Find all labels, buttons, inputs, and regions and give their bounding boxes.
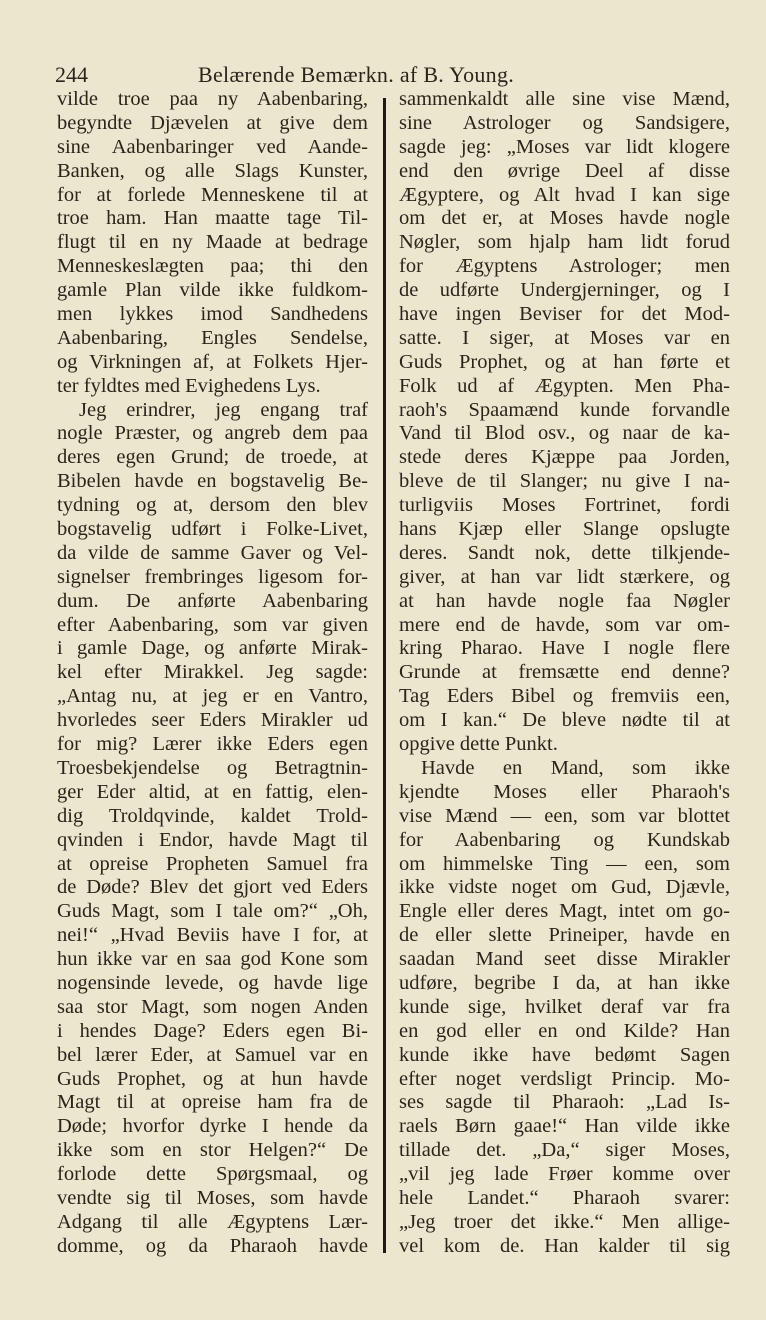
text-line: Aabenbaring, Engles Sendelse, <box>57 326 368 349</box>
text-line: om I kan.“ De bleve nødte til at <box>399 709 730 732</box>
text-line: ses sagde til Pharaoh: „Lad Is- <box>399 1091 730 1114</box>
text-line: hele Landet.“ Pharaoh svarer: <box>399 1186 730 1209</box>
text-line: for at forlede Menneskene til at <box>57 183 368 206</box>
text-line: Vand til Blod osv., og naar de ka- <box>399 422 730 445</box>
text-line: „Antag nu, at jeg er en Vantro, <box>57 685 368 708</box>
text-line: en god eller en ond Kilde? Han <box>399 1019 730 1042</box>
text-line: Nøgler, som hjalp ham lidt forud <box>399 231 730 254</box>
text-line: at opreise Propheten Samuel fra <box>57 852 368 875</box>
text-line: Grunde at fremsætte end denne? <box>399 661 730 684</box>
text-line: Magt til at opreise ham fra de <box>57 1091 368 1114</box>
text-line: da vilde de samme Gaver og Vel- <box>57 541 368 564</box>
text-line: sine Astrologer og Sandsigere, <box>399 111 730 134</box>
text-line: i gamle Dage, og anførte Mirak- <box>57 637 368 660</box>
column-divider <box>383 98 386 1253</box>
text-line: saa stor Magt, som nogen Anden <box>57 995 368 1018</box>
text-line: de eller slette Prineiper, havde en <box>399 924 730 947</box>
text-line: for Aabenbaring og Kundskab <box>399 828 730 851</box>
text-line: kjendte Moses eller Pharaoh's <box>399 780 730 803</box>
left-text-column <box>57 88 368 1259</box>
text-line: ikke vidste noget om Gud, Djævle, <box>399 876 730 899</box>
text-line: nei!“ „Hvad Beviis have I for, at <box>57 924 368 947</box>
text-line: Tag Eders Bibel og fremviis een, <box>399 685 730 708</box>
text-line: dum. De anførte Aabenbaring <box>57 589 368 612</box>
text-line: efter Aabenbaring, som var given <box>57 613 368 636</box>
text-line: vise Mænd — een, som var blottet <box>399 804 730 827</box>
text-line: Døde; hvorfor dyrke I hende da <box>57 1115 368 1138</box>
text-line: begyndte Djævelen at give dem <box>57 111 368 134</box>
text-line: flugt til en ny Maade at bedrage <box>57 231 368 254</box>
text-line: efter noget verdsligt Princip. Mo- <box>399 1067 730 1090</box>
text-line: „Jeg troer det ikke.“ Men allige- <box>399 1210 730 1233</box>
text-line: bleve de til Slanger; nu give I na- <box>399 470 730 493</box>
text-line: for mig? Lærer ikke Eders egen <box>57 733 368 756</box>
text-line: Adgang til alle Ægyptens Lær- <box>57 1210 368 1233</box>
text-line: tillade det. „Da,“ siger Moses, <box>399 1139 730 1162</box>
text-line: vel kom de. Han kalder til sig <box>399 1234 730 1257</box>
text-line: hans Kjæp eller Slange opslugte <box>399 518 730 541</box>
text-line: domme, og da Pharaoh havde <box>57 1234 368 1257</box>
text-line: Banken, og alle Slags Kunster, <box>57 159 368 182</box>
text-line: kunde sige, hvilket deraf var fra <box>399 995 730 1018</box>
text-line: hvorledes seer Eders Mirakler ud <box>57 709 368 732</box>
text-line: signelser frembringes ligesom for- <box>57 565 368 588</box>
text-line: dig Troldqvinde, kaldet Trold- <box>57 804 368 827</box>
text-line: Guds Prophet, og at han førte et <box>399 350 730 373</box>
text-line: Bibelen havde en bogstavelig Be- <box>57 470 368 493</box>
text-line: sagde jeg: „Moses var lidt klogere <box>399 135 730 158</box>
text-line: ter fyldtes med Evighedens Lys. <box>57 374 321 397</box>
text-line: qvinden i Endor, havde Magt til <box>57 828 368 851</box>
text-line: at han havde nogle faa Nøgler <box>399 589 730 612</box>
text-line: men lykkes imod Sandhedens <box>57 303 368 326</box>
text-line: raoh's Spaamænd kunde forvandle <box>399 398 730 421</box>
text-line: bogstavelig udført i Folke-Livet, <box>57 518 368 541</box>
text-line: nogensinde levede, og havde lige <box>57 971 368 994</box>
text-line: Jeg erindrer, jeg engang traf <box>79 398 368 421</box>
text-line: sine Aabenbaringer ved Aande- <box>57 135 368 158</box>
text-line: saadan Mand seet disse Mirakler <box>399 948 730 971</box>
running-title: Belærende Bemærkn. af B. Young. <box>198 62 515 87</box>
text-line: Havde en Mand, som ikke <box>421 756 730 779</box>
text-line: de Døde? Blev det gjort ved Eders <box>57 876 368 899</box>
right-text-column <box>399 88 730 1259</box>
text-line: deres. Sandt nok, dette tilkjende- <box>399 541 730 564</box>
text-line: Troesbekjendelse og Betragtnin- <box>57 756 368 779</box>
text-line: have ingen Beviser for det Mod- <box>399 303 730 326</box>
text-line: ger Eder altid, at en fattig, elen- <box>57 780 368 803</box>
text-line: og Virkningen af, at Folkets Hjer- <box>57 350 368 373</box>
text-line: kring Pharao. Have I nogle flere <box>399 637 730 660</box>
text-line: de udførte Undergjerninger, og I <box>399 279 730 302</box>
text-line: mere end de havde, som var om- <box>399 613 730 636</box>
text-line: Engle eller deres Magt, intet om go- <box>399 900 730 923</box>
text-line: hun ikke var en saa god Kone som <box>57 948 368 971</box>
text-line: gamle Plan vilde ikke fuldkom- <box>57 279 368 302</box>
text-line: Guds Magt, som I tale om?“ „Oh, <box>57 900 368 923</box>
text-line: turligviis Moses Fortrinet, fordi <box>399 494 730 517</box>
text-line: raels Børn gaae!“ Han vilde ikke <box>399 1115 730 1138</box>
text-line: Menneskeslægten paa; thi den <box>57 255 368 278</box>
text-line: tydning og at, dersom den blev <box>57 494 368 517</box>
text-line: ikke som en stor Helgen?“ De <box>57 1139 368 1162</box>
text-line: for Ægyptens Astrologer; men <box>399 255 730 278</box>
text-line: nogle Præster, og angreb dem paa <box>57 422 368 445</box>
text-line: bel lærer Eder, at Samuel var en <box>57 1043 368 1066</box>
text-line: vilde troe paa ny Aabenbaring, <box>57 88 368 110</box>
text-line: opgive dette Punkt. <box>399 733 558 756</box>
text-line: stede deres Kjæppe paa Jorden, <box>399 446 730 469</box>
text-line: om himmelske Ting — een, som <box>399 852 730 875</box>
text-line: kunde ikke have bedømt Sagen <box>399 1043 730 1066</box>
page-number: 244 <box>55 62 88 87</box>
text-line: om det er, at Moses havde nogle <box>399 207 730 230</box>
text-line: forlode dette Spørgsmaal, og <box>57 1163 368 1186</box>
text-line: deres egen Grund; de troede, at <box>57 446 368 469</box>
text-line: satte. I siger, at Moses var en <box>399 326 730 349</box>
text-line: i hendes Dage? Eders egen Bi- <box>57 1019 368 1042</box>
text-line: „vil jeg lade Frøer komme over <box>399 1163 730 1186</box>
text-line: end den øvrige Deel af disse <box>399 159 730 182</box>
text-line: sammenkaldt alle sine vise Mænd, <box>399 88 730 110</box>
text-line: udføre, begribe I da, at han ikke <box>399 971 730 994</box>
text-line: Ægyptere, og Alt hvad I kan sige <box>399 183 730 206</box>
text-line: kel efter Mirakkel. Jeg sagde: <box>57 661 368 684</box>
text-line: Guds Prophet, og at hun havde <box>57 1067 368 1090</box>
text-line: giver, at han var lidt stærkere, og <box>399 565 730 588</box>
text-line: troe ham. Han maatte tage Til- <box>57 207 368 230</box>
text-line: vendte sig til Moses, som havde <box>57 1186 368 1209</box>
text-line: Folk ud af Ægypten. Men Pha- <box>399 374 730 397</box>
